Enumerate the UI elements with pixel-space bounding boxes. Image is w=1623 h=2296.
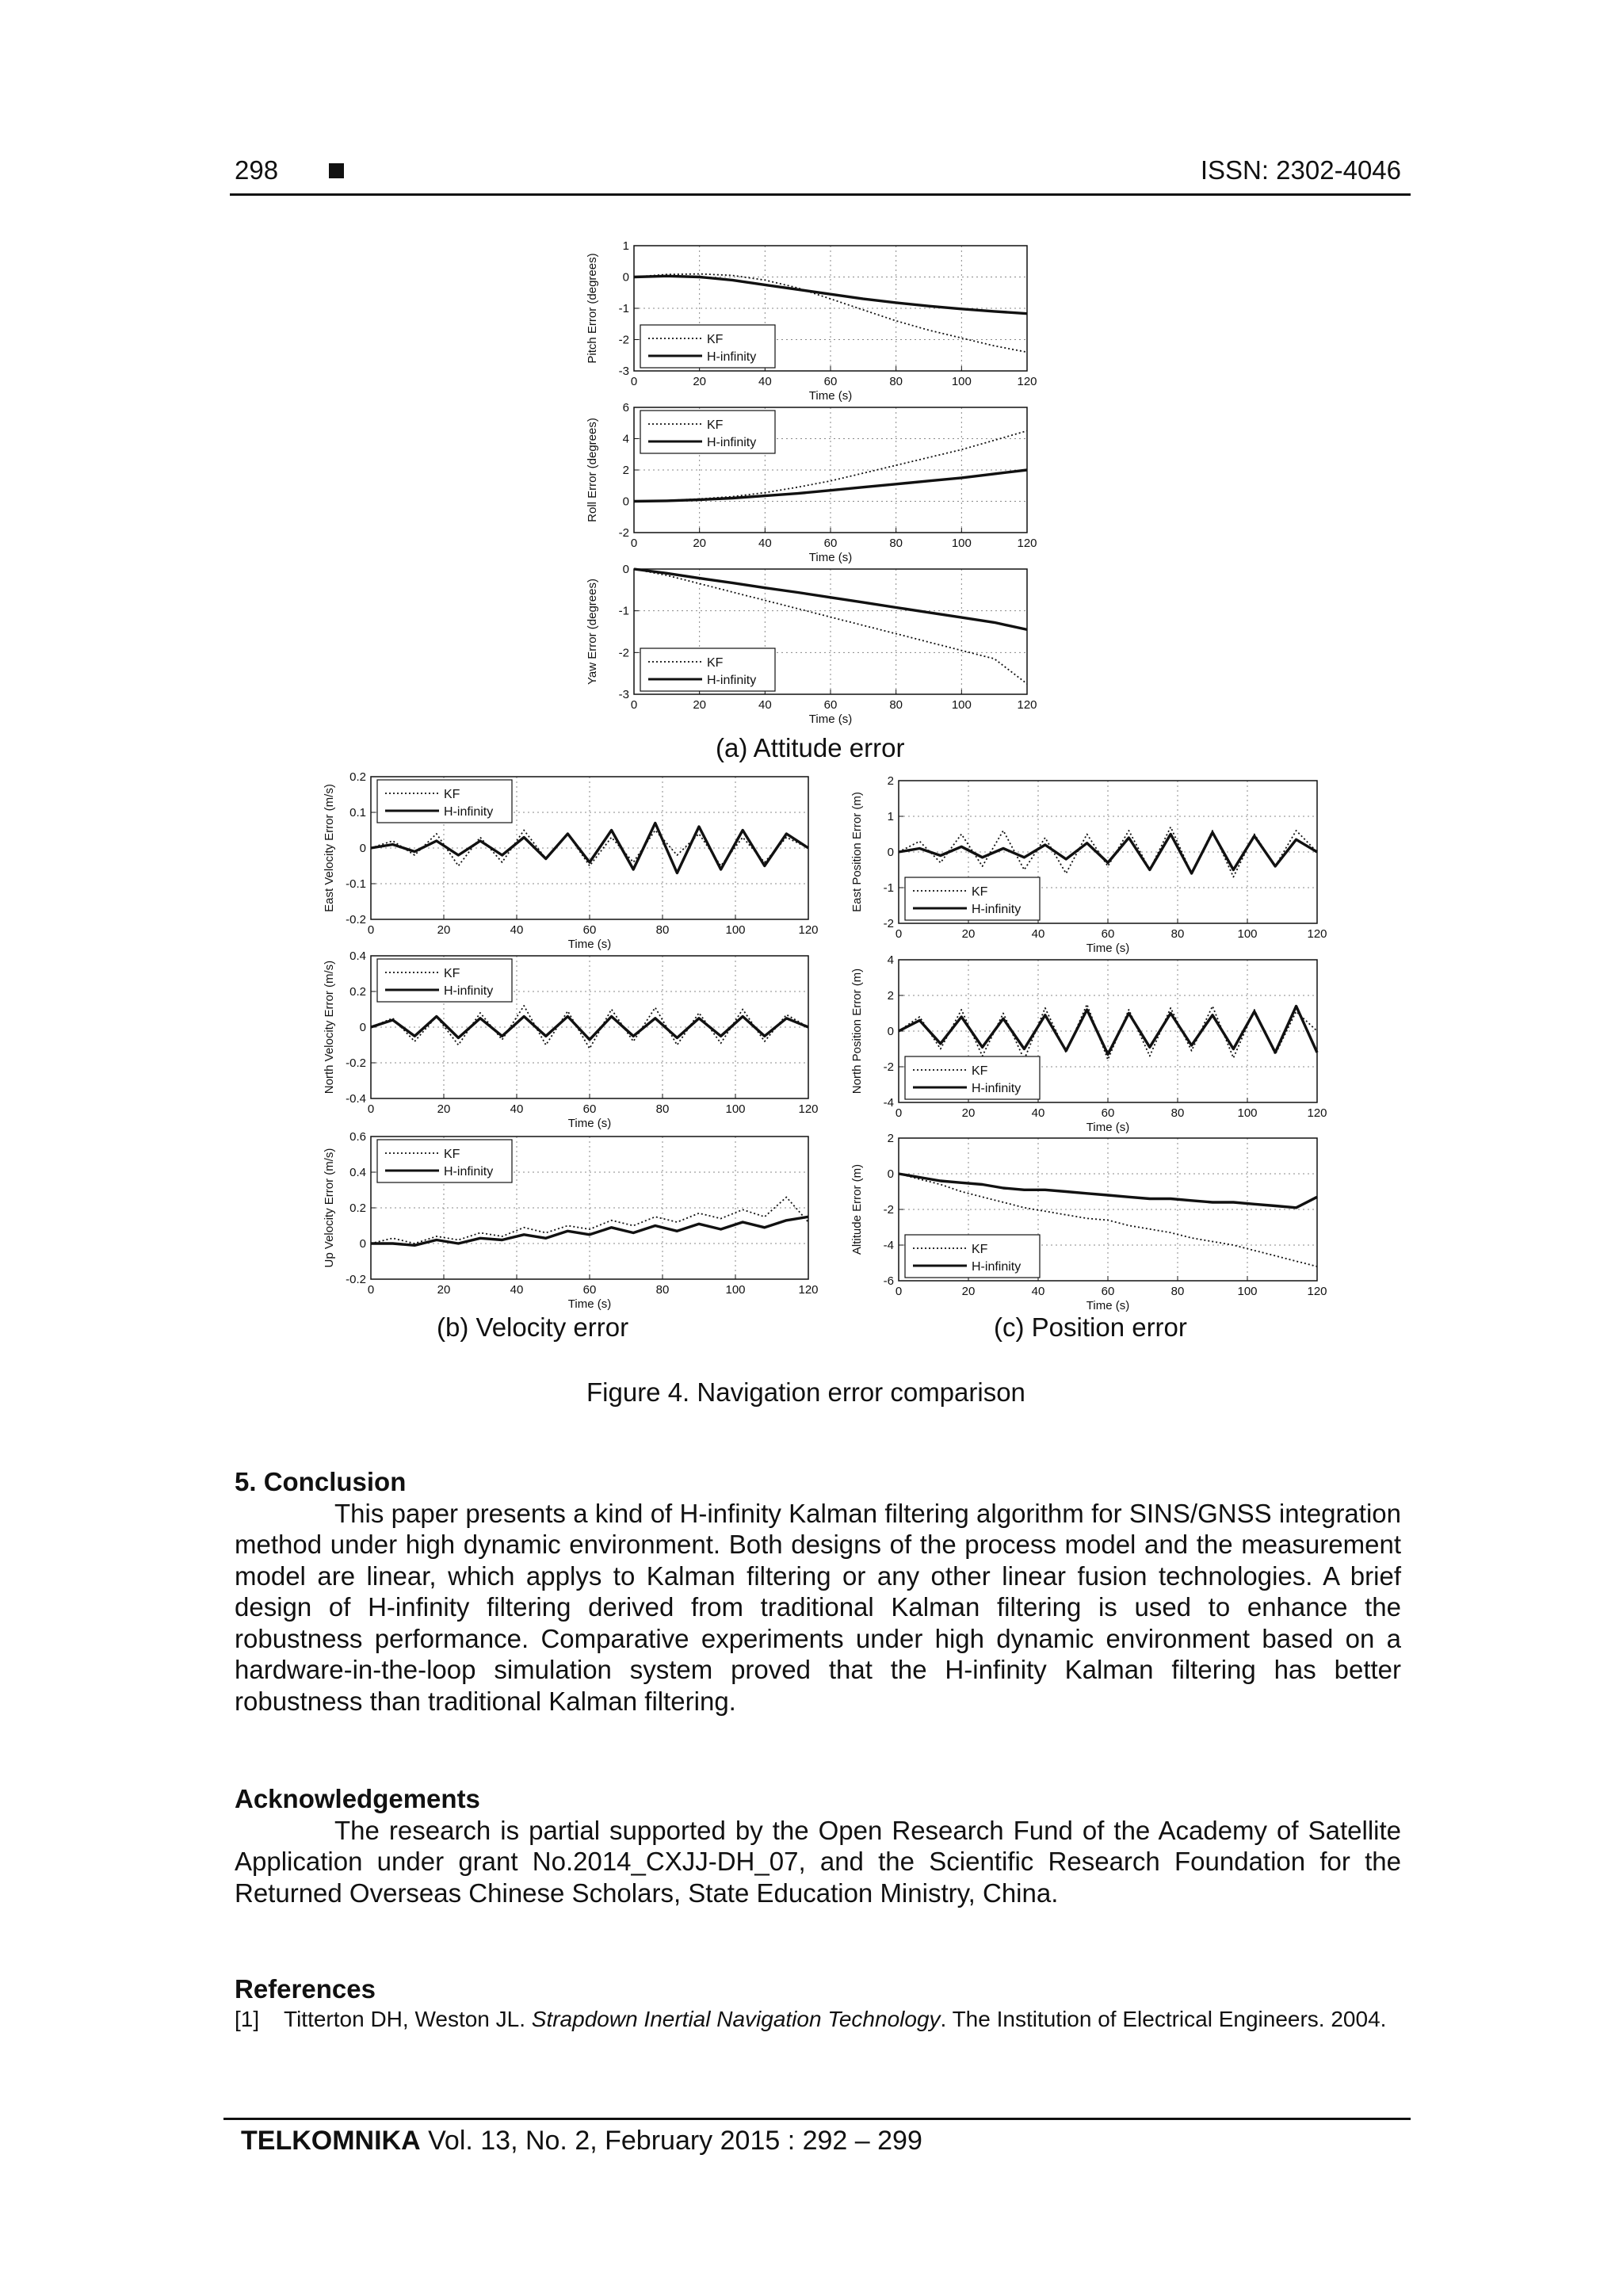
x-tick-label: 20 bbox=[437, 923, 451, 937]
legend-label: KF bbox=[444, 1148, 460, 1161]
y-tick-label: 0.2 bbox=[349, 770, 366, 784]
x-tick-label: 80 bbox=[889, 375, 903, 388]
x-axis-label: Time (s) bbox=[808, 551, 853, 564]
references-section bbox=[235, 1973, 1401, 2034]
legend-label: H-infinity bbox=[707, 436, 757, 449]
legend-label: KF bbox=[972, 1064, 988, 1078]
y-tick-label: 0 bbox=[359, 842, 366, 855]
legend bbox=[377, 1140, 512, 1182]
references-heading: References bbox=[235, 1974, 376, 2004]
x-tick-label: 100 bbox=[1237, 1285, 1258, 1298]
y-axis-label: North Position Error (m) bbox=[850, 968, 864, 1095]
y-tick-label: -0.1 bbox=[346, 877, 366, 891]
y-tick-label: -6 bbox=[883, 1274, 894, 1288]
conclusion-heading: 5. Conclusion bbox=[235, 1467, 407, 1496]
conclusion-paragraph: This paper presents a kind of H-infinity Kalman filtering algorithm for SINS/GNSS integration method under high dynamic environment. Both designs of the process model and the measurement model are linear, which applys to Kalman filtering or any other linear fusion technologies. A brief design of H-infinity filtering derived from traditional Kalman filtering is used to enhance the robustness performance. Comparative experiments under high dynamic environment based on a hardware-in-the-loop simulation system proved that the H-infinity Kalman filtering has better robustness than traditional Kalman filtering. bbox=[235, 1498, 1401, 1716]
x-tick-label: 40 bbox=[758, 537, 772, 550]
y-tick-label: 1 bbox=[887, 810, 894, 823]
y-tick-label: 0 bbox=[622, 563, 629, 576]
legend-label: H-infinity bbox=[707, 350, 757, 364]
y-axis-label: Altitude Error (m) bbox=[850, 1163, 864, 1255]
x-tick-label: 40 bbox=[758, 698, 772, 712]
chart-4 bbox=[323, 949, 819, 1130]
x-tick-label: 120 bbox=[798, 1102, 819, 1116]
legend bbox=[905, 1056, 1040, 1099]
x-tick-label: 80 bbox=[655, 1102, 670, 1116]
footer bbox=[241, 2126, 922, 2157]
x-tick-label: 60 bbox=[823, 375, 838, 388]
y-axis-label: Yaw Error (degrees) bbox=[586, 579, 599, 685]
chart-5 bbox=[323, 1130, 819, 1311]
y-tick-label: 0.2 bbox=[349, 985, 366, 999]
y-tick-label: 0.4 bbox=[349, 949, 366, 963]
y-tick-label: -3 bbox=[618, 365, 629, 378]
x-tick-label: 120 bbox=[1307, 927, 1327, 941]
x-tick-label: 120 bbox=[1307, 1285, 1327, 1298]
x-tick-label: 40 bbox=[1031, 927, 1045, 941]
y-tick-label: 0.4 bbox=[349, 1166, 366, 1179]
y-tick-label: -0.2 bbox=[346, 1056, 366, 1070]
y-axis-label: Pitch Error (degrees) bbox=[586, 253, 599, 364]
x-tick-label: 40 bbox=[510, 1102, 524, 1116]
x-axis-label: Time (s) bbox=[1086, 1299, 1130, 1312]
x-tick-label: 60 bbox=[582, 923, 597, 937]
caption-attitude-error: (a) Attitude error bbox=[716, 733, 905, 762]
legend bbox=[640, 648, 775, 691]
x-tick-label: 20 bbox=[693, 698, 707, 712]
caption-velocity-error: (b) Velocity error bbox=[437, 1312, 629, 1342]
x-tick-label: 60 bbox=[582, 1102, 597, 1116]
x-axis-label: Time (s) bbox=[808, 712, 853, 726]
y-tick-label: 2 bbox=[887, 989, 894, 1003]
legend bbox=[905, 1235, 1040, 1278]
legend-label: H-infinity bbox=[707, 674, 757, 687]
chart-8 bbox=[850, 1132, 1327, 1312]
x-tick-label: 60 bbox=[1101, 927, 1115, 941]
x-tick-label: 120 bbox=[798, 1283, 819, 1297]
x-tick-label: 20 bbox=[693, 537, 707, 550]
chart-7 bbox=[850, 953, 1327, 1134]
x-tick-label: 20 bbox=[437, 1283, 451, 1297]
y-tick-label: -2 bbox=[618, 526, 629, 540]
x-tick-label: 40 bbox=[510, 923, 524, 937]
x-tick-label: 100 bbox=[725, 1283, 746, 1297]
y-axis-label: Up Velocity Error (m/s) bbox=[323, 1148, 336, 1268]
legend bbox=[640, 411, 775, 453]
reference-publisher: . The Institution of Electrical Engineers. 2004. bbox=[940, 2006, 1387, 2031]
y-tick-label: 2 bbox=[887, 1132, 894, 1145]
legend-label: KF bbox=[707, 333, 724, 346]
x-tick-label: 40 bbox=[1031, 1285, 1045, 1298]
caption-position-error: (c) Position error bbox=[994, 1312, 1187, 1342]
x-tick-label: 80 bbox=[1170, 1285, 1185, 1298]
y-tick-label: 1 bbox=[622, 239, 629, 253]
y-tick-label: 0 bbox=[887, 846, 894, 859]
y-tick-label: 0 bbox=[359, 1237, 366, 1251]
y-tick-label: 4 bbox=[887, 953, 894, 967]
acknowledgements-heading: Acknowledgements bbox=[235, 1784, 480, 1813]
y-tick-label: 0 bbox=[622, 270, 629, 285]
y-tick-label: 0 bbox=[887, 1167, 894, 1181]
issn: ISSN: 2302-4046 bbox=[1200, 155, 1401, 185]
chart-1 bbox=[586, 401, 1037, 564]
y-tick-label: -2 bbox=[883, 917, 894, 930]
y-tick-label: 4 bbox=[622, 432, 629, 446]
x-tick-label: 60 bbox=[823, 537, 838, 550]
y-tick-label: 6 bbox=[622, 401, 629, 415]
y-tick-label: -1 bbox=[618, 302, 629, 315]
legend-label: H-infinity bbox=[972, 903, 1022, 916]
legend bbox=[905, 877, 1040, 920]
acknowledgements-paragraph: The research is partial supported by the Open Research Fund of the Academy of Satellite Application under grant No.2014_CXJJ-DH_07, and the Scientific Research Foundation for the Returned Overseas Chinese Scholars, State Education Ministry, China. bbox=[235, 1815, 1401, 1908]
y-tick-label: 2 bbox=[887, 774, 894, 788]
x-tick-label: 0 bbox=[895, 1285, 903, 1298]
x-tick-label: 100 bbox=[951, 375, 972, 388]
y-axis-label: East Velocity Error (m/s) bbox=[323, 784, 336, 912]
y-axis-label: North Velocity Error (m/s) bbox=[323, 960, 336, 1095]
footer-rule bbox=[223, 2118, 1411, 2120]
legend bbox=[377, 959, 512, 1002]
legend-label: H-infinity bbox=[444, 1165, 494, 1179]
chart-2 bbox=[586, 563, 1037, 726]
legend-label: KF bbox=[444, 967, 460, 980]
chart-0 bbox=[586, 239, 1037, 403]
x-tick-label: 80 bbox=[889, 537, 903, 550]
legend bbox=[640, 325, 775, 368]
x-tick-label: 60 bbox=[582, 1283, 597, 1297]
legend-label: H-infinity bbox=[444, 805, 494, 819]
legend-label: H-infinity bbox=[972, 1260, 1022, 1274]
x-axis-label: Time (s) bbox=[567, 1297, 612, 1311]
y-tick-label: -2 bbox=[618, 333, 629, 347]
x-tick-label: 100 bbox=[951, 537, 972, 550]
x-tick-label: 80 bbox=[889, 698, 903, 712]
legend-label: KF bbox=[707, 656, 724, 670]
x-axis-label: Time (s) bbox=[567, 1117, 612, 1130]
x-tick-label: 80 bbox=[655, 923, 670, 937]
chart-6 bbox=[850, 774, 1327, 955]
x-tick-label: 0 bbox=[367, 1102, 375, 1116]
reference-authors: Titterton DH, Weston JL. bbox=[284, 2006, 532, 2031]
x-tick-label: 120 bbox=[1017, 698, 1037, 712]
x-tick-label: 20 bbox=[961, 927, 976, 941]
x-tick-label: 120 bbox=[1307, 1106, 1327, 1120]
legend-label: KF bbox=[972, 885, 988, 899]
x-tick-label: 0 bbox=[367, 1283, 375, 1297]
y-axis-label: East Position Error (m) bbox=[850, 792, 864, 912]
x-tick-label: 0 bbox=[895, 927, 903, 941]
legend-label: KF bbox=[707, 418, 724, 432]
x-tick-label: 0 bbox=[630, 375, 638, 388]
x-tick-label: 100 bbox=[1237, 1106, 1258, 1120]
x-tick-label: 20 bbox=[693, 375, 707, 388]
legend-label: KF bbox=[444, 788, 460, 801]
footer-journal: TELKOMNIKA bbox=[241, 2126, 421, 2156]
y-tick-label: -0.4 bbox=[346, 1092, 366, 1106]
x-tick-label: 60 bbox=[1101, 1106, 1115, 1120]
y-tick-label: 2 bbox=[622, 464, 629, 477]
x-axis-label: Time (s) bbox=[1086, 1121, 1130, 1134]
x-tick-label: 60 bbox=[823, 698, 838, 712]
x-tick-label: 0 bbox=[630, 537, 638, 550]
x-axis-label: Time (s) bbox=[567, 938, 612, 951]
x-tick-label: 20 bbox=[961, 1285, 976, 1298]
x-tick-label: 120 bbox=[1017, 537, 1037, 550]
x-tick-label: 0 bbox=[630, 698, 638, 712]
x-tick-label: 0 bbox=[367, 923, 375, 937]
x-tick-label: 60 bbox=[1101, 1285, 1115, 1298]
y-tick-label: 0 bbox=[622, 495, 629, 509]
legend-label: H-infinity bbox=[972, 1082, 1022, 1095]
y-axis-label: Roll Error (degrees) bbox=[586, 418, 599, 522]
x-tick-label: 80 bbox=[1170, 1106, 1185, 1120]
y-tick-label: -4 bbox=[883, 1096, 894, 1110]
reference-item bbox=[235, 2005, 1401, 2034]
x-tick-label: 20 bbox=[961, 1106, 976, 1120]
reference-title: Strapdown Inertial Navigation Technology bbox=[531, 2006, 941, 2031]
y-tick-label: -2 bbox=[883, 1203, 894, 1217]
page-number: 298 bbox=[235, 155, 279, 185]
x-tick-label: 100 bbox=[725, 1102, 746, 1116]
y-tick-label: -0.2 bbox=[346, 1273, 366, 1286]
reference-number: [1] bbox=[235, 2006, 260, 2031]
y-tick-label: 0.2 bbox=[349, 1201, 366, 1215]
conclusion-section bbox=[235, 1466, 1401, 1717]
y-tick-label: -2 bbox=[618, 646, 629, 660]
y-tick-label: 0 bbox=[887, 1025, 894, 1038]
x-axis-label: Time (s) bbox=[1086, 942, 1130, 955]
y-tick-label: -1 bbox=[618, 604, 629, 618]
y-tick-label: -0.2 bbox=[346, 913, 366, 926]
legend-label: H-infinity bbox=[444, 984, 494, 998]
figure-caption: Figure 4. Navigation error comparison bbox=[586, 1377, 1025, 1407]
x-axis-label: Time (s) bbox=[808, 389, 853, 403]
x-tick-label: 40 bbox=[1031, 1106, 1045, 1120]
x-tick-label: 40 bbox=[510, 1283, 524, 1297]
x-tick-label: 120 bbox=[1017, 375, 1037, 388]
x-tick-label: 120 bbox=[798, 923, 819, 937]
x-tick-label: 100 bbox=[725, 923, 746, 937]
x-tick-label: 40 bbox=[758, 375, 772, 388]
y-tick-label: 0.6 bbox=[349, 1130, 366, 1144]
acknowledgements-section bbox=[235, 1783, 1401, 1908]
y-tick-label: -4 bbox=[883, 1239, 894, 1252]
x-tick-label: 20 bbox=[437, 1102, 451, 1116]
y-tick-label: -1 bbox=[883, 881, 894, 895]
legend-label: KF bbox=[972, 1243, 988, 1256]
x-tick-label: 0 bbox=[895, 1106, 903, 1120]
chart-3 bbox=[323, 770, 819, 951]
x-tick-label: 80 bbox=[655, 1283, 670, 1297]
x-tick-label: 80 bbox=[1170, 927, 1185, 941]
y-tick-label: 0.1 bbox=[349, 806, 366, 819]
x-tick-label: 100 bbox=[951, 698, 972, 712]
x-tick-label: 100 bbox=[1237, 927, 1258, 941]
footer-citation: Vol. 13, No. 2, February 2015 : 292 – 299 bbox=[420, 2126, 922, 2156]
y-tick-label: 0 bbox=[359, 1021, 366, 1034]
y-tick-label: -3 bbox=[618, 688, 629, 701]
legend bbox=[377, 780, 512, 823]
y-tick-label: -2 bbox=[883, 1060, 894, 1074]
